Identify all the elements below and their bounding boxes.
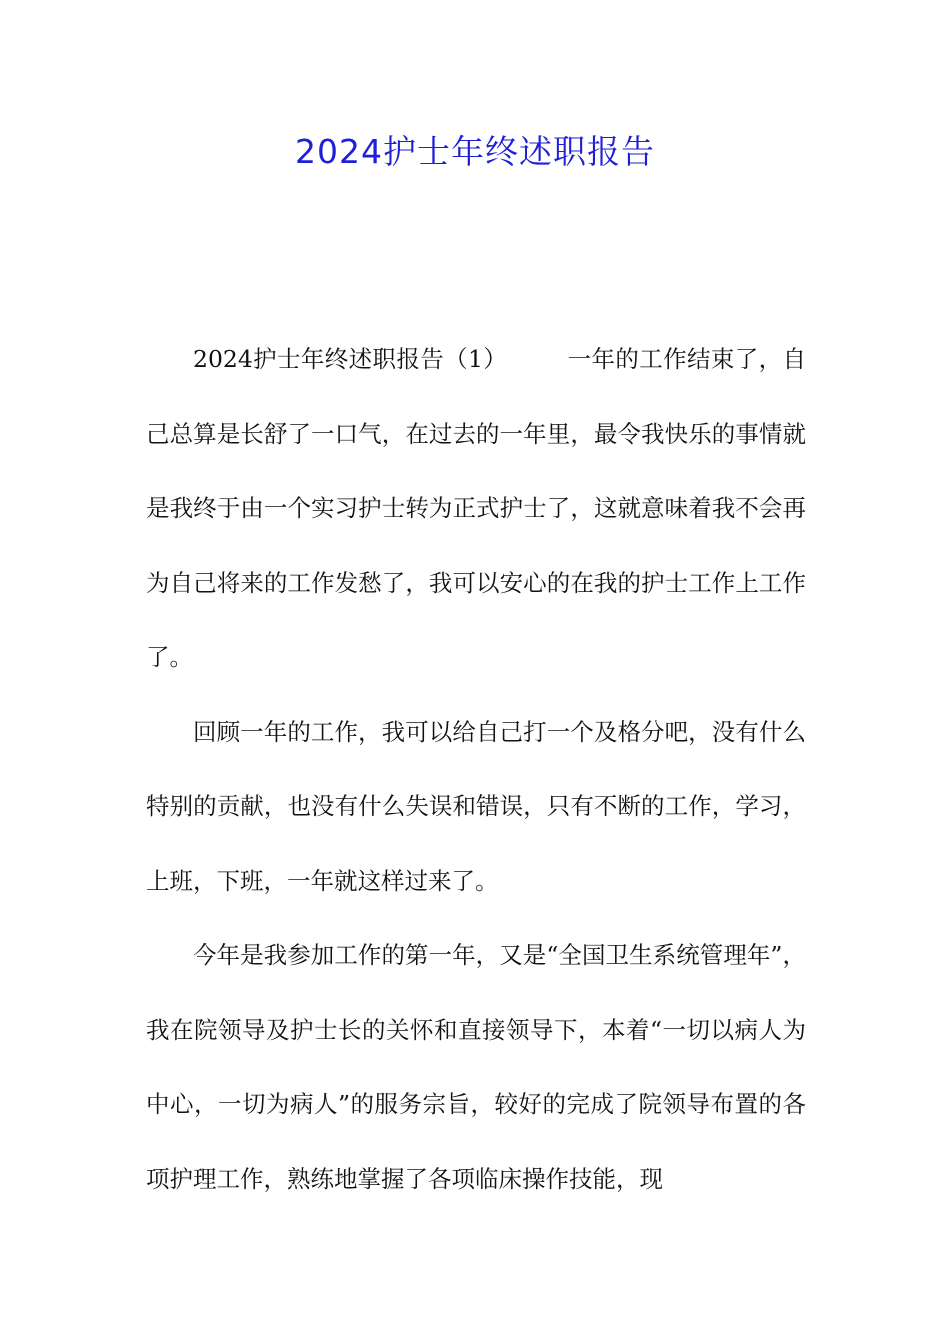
paragraph-2-text: 回顾一年的工作，我可以给自己打一个及格分吧，没有什么特别的贡献，也没有什么失误和错误，只有不断的工作，学习，上班，下班，一年就这样过来了。: [146, 717, 806, 895]
paragraph-1: [146, 322, 806, 695]
paragraph-2: [146, 695, 806, 919]
document-title: 2024护士年终述职报告: [295, 132, 655, 171]
paragraph-3-text: 今年是我参加工作的第一年，又是“全国卫生系统管理年”，我在院领导及护士长的关怀和直接领导下，本着“一切以病人为中心，一切为病人”的服务宗旨，较好的完成了院领导布置的各项护理工作，熟练地掌握了各项临床操作技能，现: [146, 941, 806, 1193]
paragraph-3: [146, 918, 806, 1216]
section-heading: 2024护士年终述职报告（1）: [193, 345, 508, 373]
document-body: [146, 322, 806, 1216]
paragraph-1-text: 一年的工作结束了，自己总算是长舒了一口气，在过去的一年里，最令我快乐的事情就是我终于由一个实习护士转为正式护士了，这就意味着我不会再为自己将来的工作发愁了，我可以安心的在我的护士工作上工作了。: [146, 345, 806, 671]
